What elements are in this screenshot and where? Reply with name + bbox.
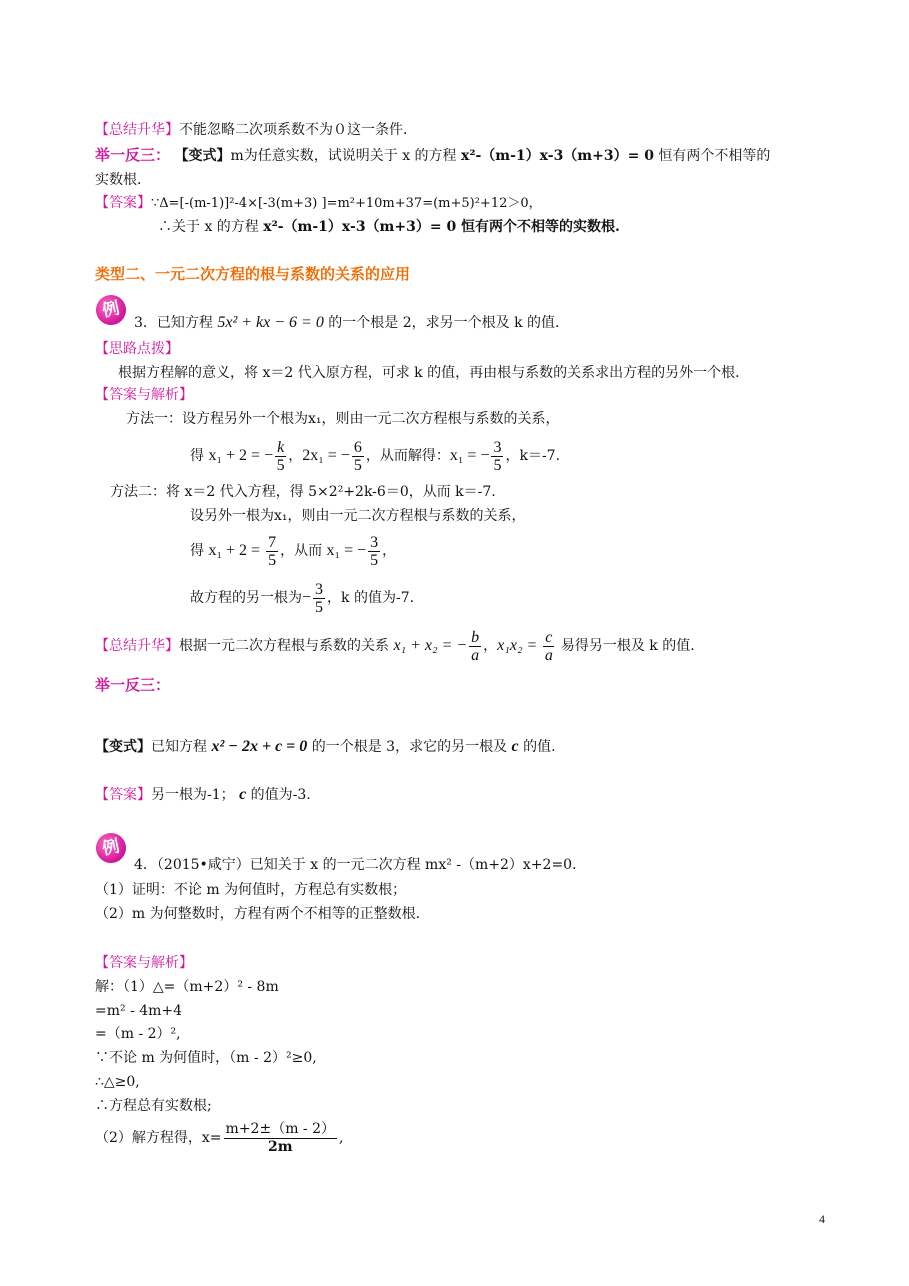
- ex3-q-a: 3．已知方程: [134, 315, 218, 331]
- m2-last-num: 3: [315, 580, 324, 598]
- ex3-summary-tag: 【总结升华】: [95, 638, 179, 654]
- ex3-sum-a: 根据一元二次方程根与系数的关系: [179, 638, 394, 654]
- m1-sep2: ，从而解得：: [365, 448, 450, 464]
- m1-eq2: 2x₁ = −: [302, 447, 350, 464]
- variant2-question: [95, 738, 556, 756]
- ex4-sol-line2: =m² - 4m+4: [95, 1003, 183, 1019]
- page-number: 4: [819, 1212, 825, 1226]
- m2-f2-num: 3: [370, 533, 379, 551]
- ex3-q-b: 的一个根是 2，求另一个根及 k 的值．: [323, 315, 570, 331]
- ex4-sol-line7: [95, 1118, 343, 1158]
- m2-f1-num: 7: [268, 533, 277, 551]
- summary-line: [95, 121, 417, 139]
- ex4-l7-a: （2）解方程得，x=: [95, 1130, 222, 1146]
- ex4-sol-line1: 解：（1）△=（m+2）² - 8m: [95, 979, 279, 995]
- method2-line4: [190, 580, 414, 616]
- ex4-sol-line3: =（m - 2）²,: [95, 1026, 181, 1042]
- m1-eq3: x₁ = −: [449, 447, 490, 464]
- jyfs-heading: 举一反三：: [95, 146, 171, 164]
- variant2-q-d: 的值.: [518, 739, 556, 755]
- ex4-sol-line6: ∴方程总有实数根;: [95, 1098, 212, 1114]
- variant2-q-b: 的一个根是 3，求它的另一根及: [307, 739, 512, 755]
- ex4-question: 4．（2015•咸宁）已知关于 x 的一元二次方程 mx² -（m+2）x+2=0.: [134, 857, 577, 873]
- example-badge: 例: [93, 292, 129, 328]
- method2-line2: 设另外一根为x₁，则由一元二次方程根与系数的关系，: [190, 508, 526, 524]
- variant2-tag: 【变式】: [95, 739, 151, 755]
- m2-last-b: ，k 的值为-7.: [327, 590, 415, 606]
- sum-f2-num: c: [545, 628, 553, 646]
- m2-last-den: 5: [315, 598, 324, 616]
- m1-eq1: x₁ + 2 = −: [208, 447, 274, 464]
- variant2-c: c: [511, 738, 519, 755]
- ex3-answer-tag: 【答案与解析】: [95, 387, 193, 403]
- m2-last-a: 故方程的另一根为: [190, 590, 302, 606]
- variant2-equation: x² − 2x + c = 0: [211, 738, 308, 755]
- sum-f1-num: b: [471, 628, 480, 646]
- m2-f2-den: 5: [370, 551, 379, 569]
- m2-eq2: x₁ = −: [326, 542, 367, 559]
- ex4-l7-b: ,: [339, 1130, 344, 1146]
- m1-f3-num: 3: [493, 438, 502, 456]
- ex4-answer-tag: 【答案与解析】: [95, 955, 193, 971]
- method2-line3: [190, 533, 396, 569]
- sum-f2-den: a: [544, 646, 553, 664]
- variant2-q-a: 已知方程: [151, 739, 212, 755]
- ex3-equation: 5x² + kx − 6 = 0: [217, 314, 324, 331]
- answer-line2-eq: x²-（m-1）x-3（m+3）= 0: [263, 219, 457, 235]
- sum-sep: ，: [483, 638, 498, 654]
- sum-eq2: x₁x₂ =: [497, 637, 542, 654]
- m2-de: 得: [190, 543, 209, 559]
- variant-line: [95, 146, 770, 165]
- m1-f2-num: 6: [353, 438, 362, 456]
- answer-tag: 【答案】: [95, 195, 151, 211]
- hint-text: 根据方程解的意义，将 x＝2 代入原方程，可求 k 的值，再由根与系数的关系求出方程的另外一个根．: [118, 365, 750, 381]
- m1-end: ，k＝-7.: [505, 448, 561, 464]
- variant2-ans-b: 的值为-3.: [246, 787, 311, 803]
- m1-sep1: ，: [288, 448, 303, 464]
- variant-text-b: 恒有两个不相等的: [653, 148, 771, 164]
- m2-eq1: x₁ + 2 =: [208, 542, 265, 559]
- answer-line2-a: ∴关于 x 的方程: [158, 219, 264, 235]
- variant-equation: x²-（m-1）x-3（m+3）= 0: [461, 148, 654, 164]
- m2-mid: ，从而: [280, 543, 327, 559]
- example-badge-4: 例: [93, 830, 129, 866]
- variant-text: m为任意实数，试说明关于 x 的方程: [230, 148, 461, 164]
- answer-line2-b: 恒有两个不相等的实数根.: [456, 219, 620, 235]
- m2-end: ，: [382, 543, 397, 559]
- hint-tag: 【思路点拨】: [95, 341, 179, 357]
- method1-line1: 方法一：设方程另外一个根为x₁，则由一元二次方程根与系数的关系，: [126, 411, 560, 427]
- variant2-answer: [95, 786, 311, 804]
- m1-f1-den: 5: [276, 456, 285, 474]
- jyfs-heading-2: 举一反三：: [95, 676, 171, 694]
- m1-f1-num: k: [277, 438, 285, 456]
- ex3-question: [134, 314, 569, 332]
- variant2-ans-c: c: [239, 786, 247, 803]
- m2-f1-den: 5: [268, 551, 277, 569]
- m1-f3-den: 5: [493, 456, 502, 474]
- m1-de: 得: [190, 448, 209, 464]
- answer-line1: [95, 194, 542, 213]
- sum-f1-den: a: [471, 646, 480, 664]
- ex4-l7-den: 2m: [268, 1138, 293, 1155]
- method2-line1: 方法二：将 x＝2 代入方程，得 5×2²+2k-6＝0，从而 k＝-7.: [110, 484, 496, 500]
- variant2-answer-tag: 【答案】: [95, 787, 151, 803]
- answer-line2: [158, 218, 620, 236]
- ex3-sum-b: 易得另一根及 k 的值.: [556, 638, 695, 654]
- ex4-sol-line5: ∴△≥0,: [95, 1074, 140, 1090]
- variant2-ans-a: 另一根为-1；: [151, 787, 240, 803]
- variant-line2: 实数根．: [95, 172, 151, 188]
- section-heading: 类型二、一元二次方程的根与系数的关系的应用: [95, 265, 411, 283]
- ex4-l7-num: m+2±（m - 2）: [225, 1120, 336, 1137]
- variant-tag: 【变式】: [174, 148, 231, 164]
- ex4-part2: （2）m 为何整数时，方程有两个不相等的正整数根.: [95, 906, 421, 922]
- summary-tag: 【总结升华】: [95, 122, 179, 138]
- summary-text: 不能忽略二次项系数不为０这一条件．: [179, 122, 417, 138]
- m2-last-neg: −: [302, 589, 312, 606]
- answer-text: ∵Δ=[-(m-1)]²-4×[-3(m+3) ]=m²+10m+37=(m+5)²+12＞0，: [151, 196, 542, 211]
- method1-line2: [190, 438, 560, 474]
- ex4-sol-line4: ∵不论 m 为何值时，（m - 2）²≥0,: [95, 1050, 317, 1066]
- sum-eq1: x₁ + x₂ = −: [393, 637, 468, 654]
- m1-f2-den: 5: [353, 456, 362, 474]
- ex3-summary: [95, 628, 695, 664]
- ex4-part1: （1）证明：不论 m 为何值时，方程总有实数根；: [95, 882, 407, 898]
